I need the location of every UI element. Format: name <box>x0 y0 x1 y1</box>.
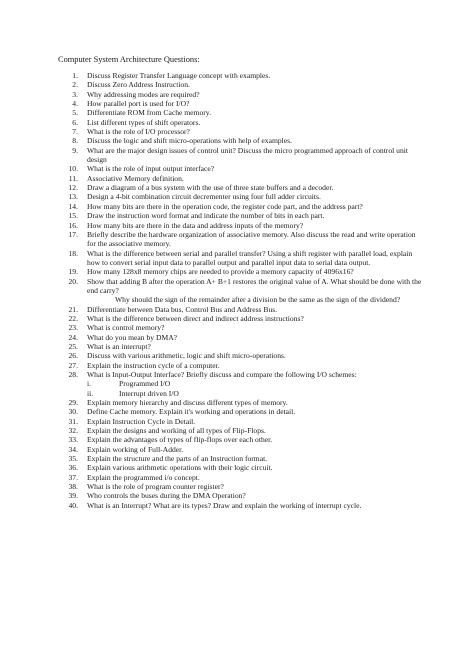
question-text: What is an Interrupt? What are its types? Draw and explain the working of interrupt cycle. <box>87 500 362 510</box>
sub-item-number: ii. <box>87 388 94 398</box>
question-item <box>58 99 423 108</box>
sub-item-text: Programmed I/O <box>119 379 171 389</box>
question-number: 24. <box>68 332 78 342</box>
question-text: Explain Instruction Cycle in Detail. <box>87 416 196 426</box>
question-text: List different types of shift operators. <box>87 117 201 127</box>
question-item <box>58 342 423 351</box>
question-item <box>58 445 423 454</box>
question-item <box>58 221 423 230</box>
question-followup-text: Why should the sign of the remainder after a division be the same as the sign of the dividend? <box>115 295 401 305</box>
question-number: 4. <box>72 99 78 109</box>
question-item <box>58 501 423 510</box>
question-text: Discuss Zero Address Instruction. <box>87 80 190 90</box>
question-number: 18. <box>68 248 78 258</box>
question-item <box>58 473 423 482</box>
question-number: 21. <box>68 304 78 314</box>
question-number: 25. <box>68 341 78 351</box>
question-text: Explain the programmed i/o concept. <box>87 472 200 482</box>
question-text: Discuss the logic and shift micro-operations with help of examples. <box>87 136 292 146</box>
question-text: Explain the instruction cycle of a computer. <box>87 360 220 370</box>
question-text: Explain the designs and working of all types of Flip-Flops. <box>87 426 266 436</box>
question-number: 26. <box>68 351 78 361</box>
question-item <box>58 361 423 370</box>
question-text: Explain various arithmetic operations with their logic circuit. <box>87 463 273 473</box>
question-text: Discuss with various arithmetic, logic and shift micro-operations. <box>87 351 286 361</box>
question-text: Who controls the buses during the DMA Operation? <box>87 491 246 501</box>
question-text: Define Cache memory. Explain it's working and operations in detail. <box>87 407 296 417</box>
question-text: Draw a diagram of a bus system with the use of three state buffers and a decoder. <box>87 183 334 193</box>
question-number: 30. <box>68 407 78 417</box>
question-number: 39. <box>68 491 78 501</box>
question-number: 32. <box>68 426 78 436</box>
question-number: 9. <box>72 145 78 155</box>
question-number: 15. <box>68 211 78 221</box>
question-number: 10. <box>68 164 78 174</box>
question-number: 28. <box>68 370 78 379</box>
question-text: Differentiate ROM from Cache memory. <box>87 108 211 118</box>
question-text: What is Input-Output Interface? Briefly discuss and compare the following I/O schemes: <box>87 370 357 379</box>
question-text: Design a 4-bit combination circuit decrementer using four full adder circuits. <box>87 192 321 202</box>
question-text: What is the role of input output interface? <box>87 164 215 174</box>
sub-item <box>87 389 423 398</box>
question-number: 16. <box>68 220 78 230</box>
question-list <box>58 71 423 510</box>
question-text: Explain the structure and the parts of an Instruction format. <box>87 454 268 464</box>
question-number: 3. <box>72 89 78 99</box>
question-item <box>58 491 423 500</box>
question-number: 22. <box>68 313 78 323</box>
question-text: Draw the instruction word format and indicate the number of bits in each part. <box>87 211 325 221</box>
question-item <box>58 71 423 80</box>
question-item <box>58 118 423 127</box>
question-text: What is an interrupt? <box>87 341 151 351</box>
question-item <box>58 305 423 314</box>
question-text: Explain the advantages of types of flip-flops over each other. <box>87 435 273 445</box>
question-number: 27. <box>68 360 78 370</box>
sub-item-number: i. <box>87 379 92 389</box>
question-text: Explain working of Full-Adder. <box>87 444 184 454</box>
question-number: 8. <box>72 136 78 146</box>
question-item <box>58 398 423 407</box>
question-text: Show that adding B after the operation A+ B+1 restores the original value of A. What should be done with the end carry? <box>87 276 422 295</box>
question-text: Differentiate between Data bus, Control Bus and Address Bus. <box>87 304 278 314</box>
document-title: Computer System Architecture Questions: <box>58 55 200 64</box>
sub-item <box>87 379 423 388</box>
question-item <box>58 370 423 398</box>
question-text: What is control memory? <box>87 323 165 333</box>
question-number: 35. <box>68 454 78 464</box>
question-text: How many bits are there in the data and address inputs of the memory? <box>87 220 304 230</box>
question-item <box>58 136 423 145</box>
question-number: 17. <box>68 229 78 239</box>
question-item <box>58 435 423 444</box>
question-number: 38. <box>68 482 78 492</box>
question-item <box>58 192 423 201</box>
question-item <box>58 164 423 173</box>
question-item <box>58 323 423 332</box>
question-item <box>58 351 423 360</box>
question-item <box>58 249 423 268</box>
question-number: 13. <box>68 192 78 202</box>
question-item <box>58 463 423 472</box>
question-item <box>58 267 423 276</box>
question-number: 37. <box>68 472 78 482</box>
question-item <box>58 174 423 183</box>
question-number: 2. <box>72 80 78 90</box>
question-item <box>58 426 423 435</box>
question-item <box>58 90 423 99</box>
question-number: 5. <box>72 108 78 118</box>
question-item <box>58 80 423 89</box>
question-item <box>58 230 423 249</box>
sub-item-list <box>87 379 423 398</box>
question-number: 34. <box>68 444 78 454</box>
question-number: 20. <box>68 276 78 286</box>
question-item <box>58 333 423 342</box>
question-number: 12. <box>68 183 78 193</box>
question-number: 33. <box>68 435 78 445</box>
question-text: Briefly describe the hardware organization of associative memory. Also discuss the read and write operation for the associative memory. <box>87 229 416 249</box>
question-text: What are the major design issues of control unit? Discuss the micro programmed approach of control unit design <box>87 145 408 165</box>
question-number: 36. <box>68 463 78 473</box>
question-item <box>58 482 423 491</box>
question-item <box>58 277 423 305</box>
question-text: What is the difference between serial and parallel transfer? Using a shift register with parallel load, explain how to convert serial input data to parallel output and parallel input data to serial data output. <box>87 248 413 267</box>
question-item <box>58 202 423 211</box>
question-number: 7. <box>72 127 78 137</box>
question-number: 6. <box>72 117 78 127</box>
question-item <box>58 417 423 426</box>
question-number: 11. <box>68 173 78 183</box>
question-item <box>58 211 423 220</box>
question-item <box>58 108 423 117</box>
question-text: What is the role of I/O processor? <box>87 127 190 137</box>
question-text: How many bits are there in the operation code, the register code part, and the address part? <box>87 201 363 211</box>
question-number: 23. <box>68 323 78 333</box>
sub-item-text: Interrupt driven I/O <box>119 388 179 398</box>
question-text: Associative Memory definition. <box>87 173 184 183</box>
question-item <box>58 314 423 323</box>
question-item <box>58 146 423 165</box>
question-number: 40. <box>68 500 78 510</box>
question-item <box>58 454 423 463</box>
question-item <box>58 183 423 192</box>
question-number: 19. <box>68 267 78 277</box>
question-text: How parallel port is used for I/O? <box>87 99 190 109</box>
question-text: What is the difference between direct and indirect address instructions? <box>87 313 304 323</box>
question-text: How many 128x8 memory chips are needed to provide a memory capacity of 4096x16? <box>87 267 354 277</box>
question-item <box>58 127 423 136</box>
question-text: What do you mean by DMA? <box>87 332 178 342</box>
question-number: 29. <box>68 398 78 408</box>
question-text: Why addressing modes are required? <box>87 89 200 99</box>
question-number: 14. <box>68 201 78 211</box>
question-number: 1. <box>72 71 78 80</box>
question-text: Explain memory hierarchy and discuss different types of memory. <box>87 398 288 408</box>
question-text: What is the role of program counter register? <box>87 482 224 492</box>
question-text: Discuss Register Transfer Language concept with examples. <box>87 71 271 80</box>
question-item <box>58 407 423 416</box>
question-number: 31. <box>68 416 78 426</box>
